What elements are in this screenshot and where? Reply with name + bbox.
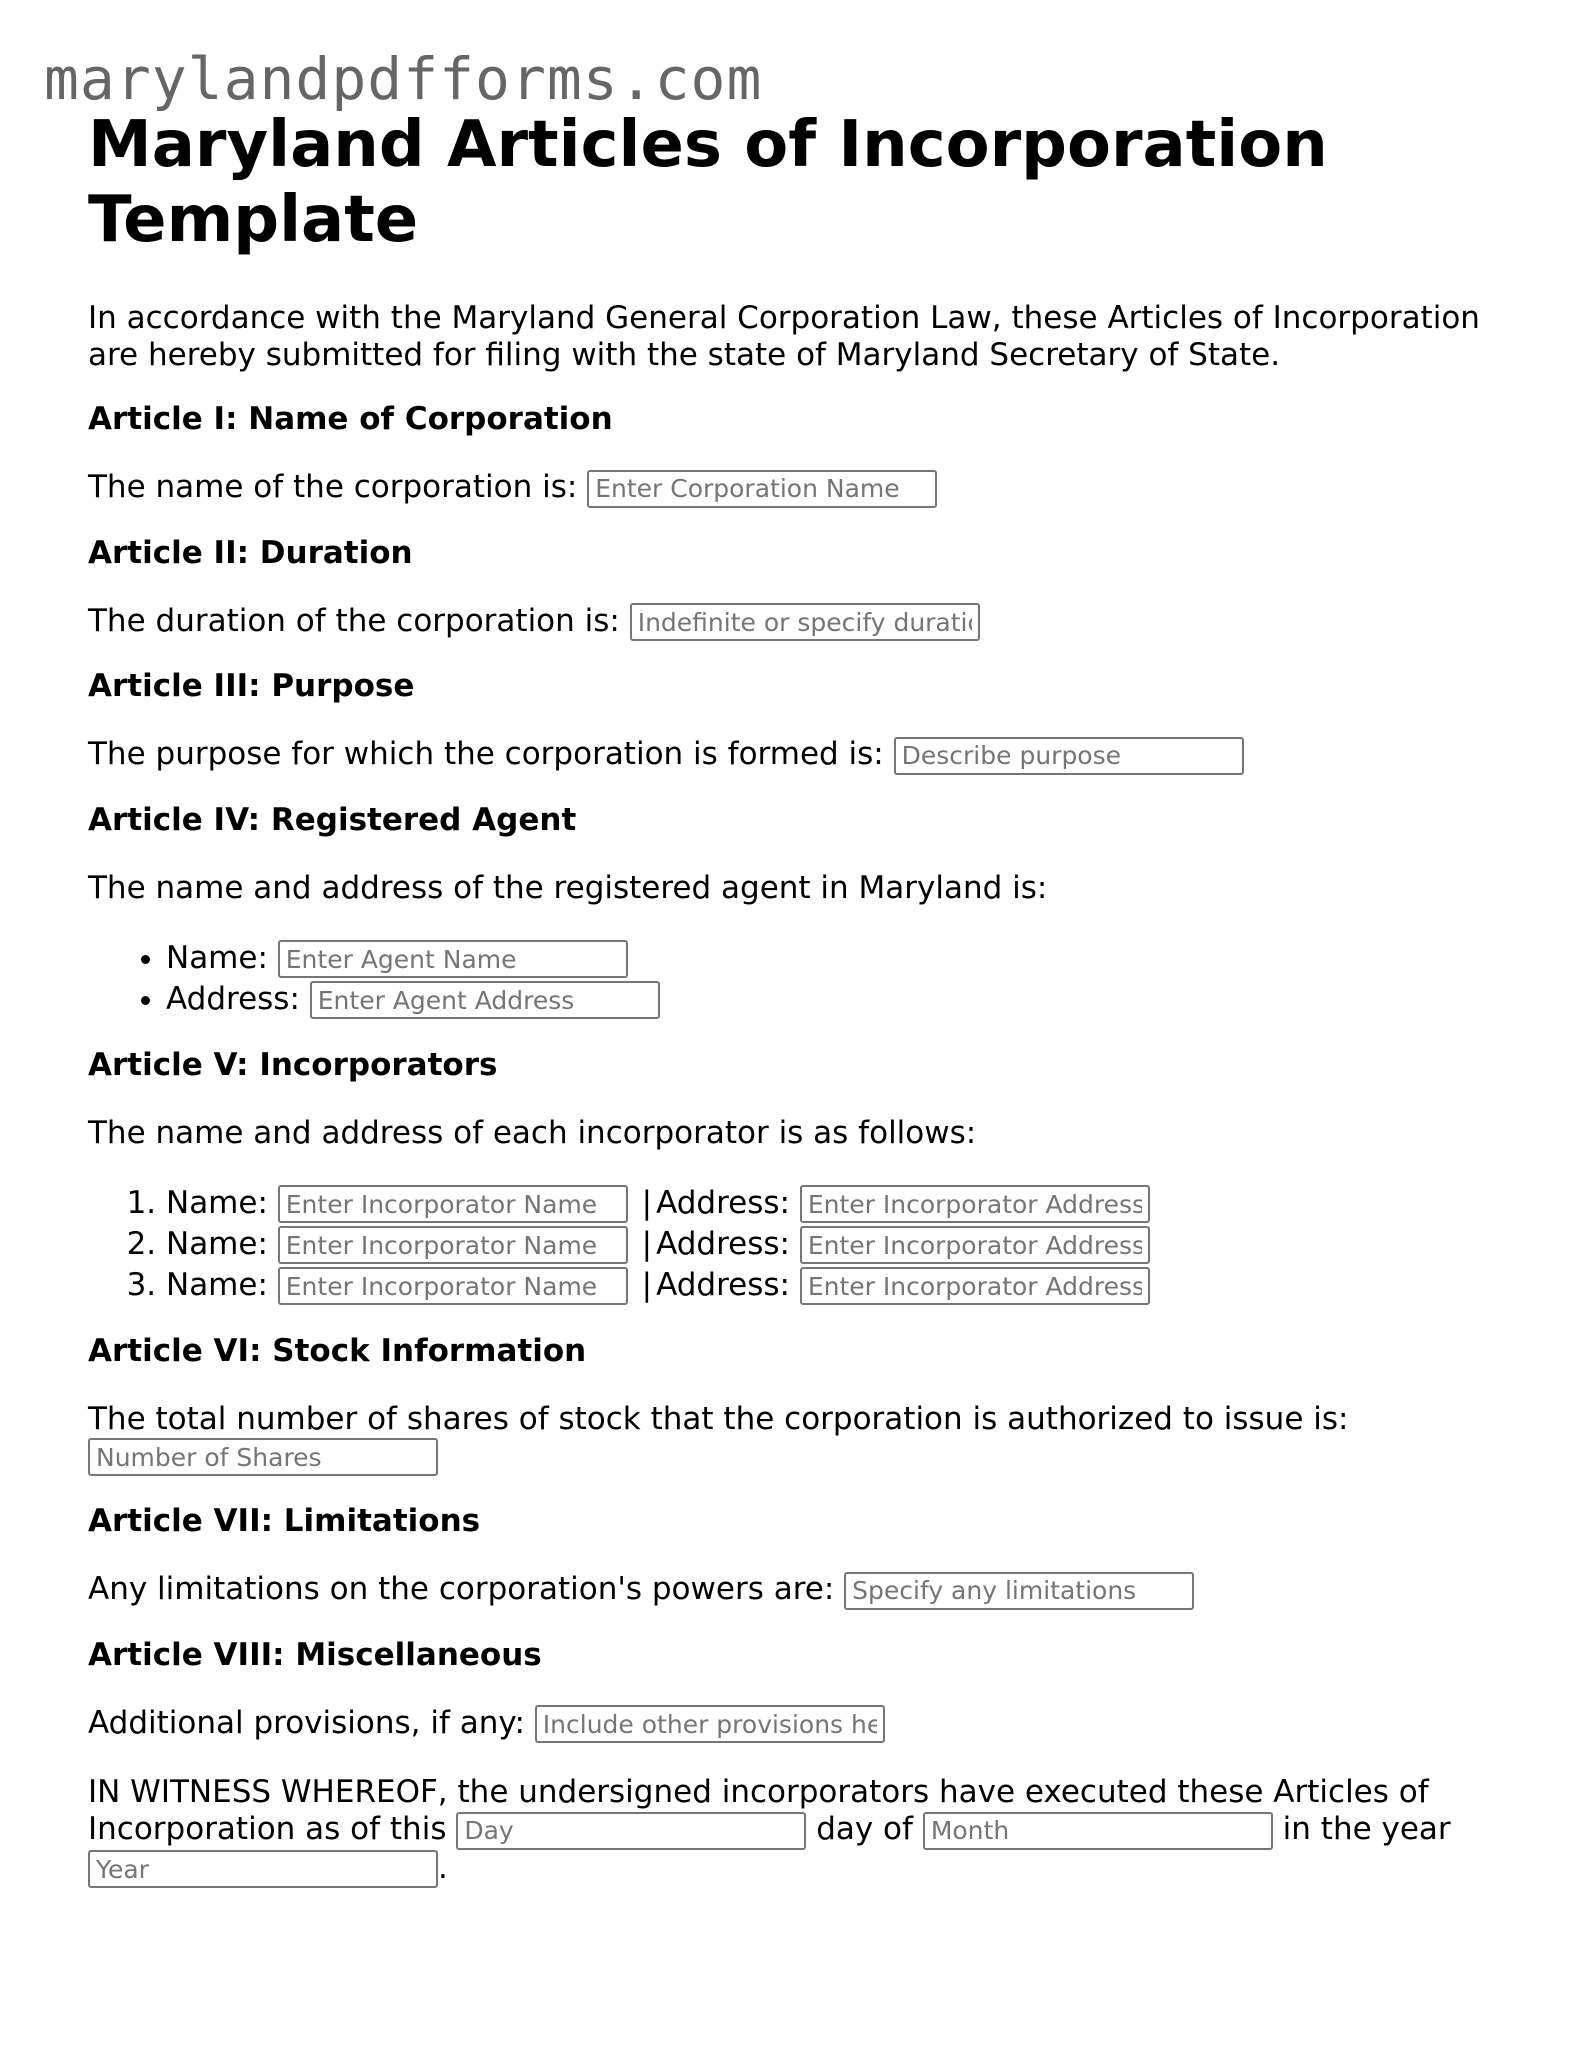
article-3-label: The purpose for which the corporation is formed is:	[88, 736, 884, 772]
shares-input[interactable]	[88, 1438, 438, 1476]
article-3-text	[88, 736, 1528, 775]
witness-text-in-year: in the year	[1282, 1811, 1451, 1847]
article-2-heading: Article II: Duration	[88, 534, 413, 571]
article-6-label: The total number of shares of stock that the corporation is authorized to issue is:	[88, 1400, 1349, 1437]
incorporator-address-label: Address:	[656, 1184, 790, 1221]
year-input[interactable]	[88, 1850, 438, 1888]
witness-text-day-of: day of	[816, 1811, 913, 1847]
agent-name-label: Name:	[166, 939, 268, 976]
witness-text-start: IN WITNESS WHEREOF, the undersigned incorporators have executed these Articles of Incorporation as of this	[88, 1774, 1429, 1847]
agent-name-input[interactable]	[278, 940, 628, 978]
incorporator-item-2	[166, 1224, 1528, 1265]
article-4-text: The name and address of the registered agent in Maryland is:	[88, 869, 1048, 906]
incorporator-3-name-input[interactable]	[278, 1267, 628, 1305]
month-input[interactable]	[923, 1812, 1273, 1850]
limitations-input[interactable]	[844, 1572, 1194, 1610]
article-6-text	[88, 1401, 1528, 1477]
provisions-input[interactable]	[535, 1705, 885, 1743]
article-7-heading: Article VII: Limitations	[88, 1503, 481, 1539]
article-7-label: Any limitations on the corporation's powers are:	[88, 1571, 835, 1607]
incorporator-1-address-input[interactable]	[800, 1185, 1150, 1223]
incorporator-address-label: Address:	[656, 1266, 790, 1303]
corporation-name-input[interactable]	[587, 470, 937, 508]
article-1-text	[88, 469, 1528, 508]
article-2-label: The duration of the corporation is:	[88, 602, 620, 639]
purpose-input[interactable]	[894, 737, 1244, 775]
incorporator-name-label: Name:	[166, 1225, 268, 1262]
article-3-heading: Article III: Purpose	[88, 668, 415, 704]
article-6-heading: Article VI: Stock Information	[88, 1332, 587, 1369]
incorporator-2-name-input[interactable]	[278, 1226, 628, 1264]
article-5-heading: Article V: Incorporators	[88, 1046, 498, 1083]
incorporator-list	[88, 1183, 1528, 1306]
article-1-label: The name of the corporation is:	[88, 469, 578, 505]
separator: |	[641, 1225, 653, 1262]
page-title: Maryland Articles of Incorporation Template	[88, 108, 1328, 257]
incorporator-item-1	[166, 1183, 1528, 1224]
article-7-text	[88, 1571, 1528, 1610]
article-8-label: Additional provisions, if any:	[88, 1704, 525, 1741]
agent-name-item	[166, 938, 1528, 979]
article-2-text	[88, 603, 1528, 642]
article-8-heading: Article VIII: Miscellaneous	[88, 1636, 542, 1673]
article-4-heading: Article IV: Registered Agent	[88, 801, 577, 838]
watermark: marylandpdfforms.com	[44, 45, 763, 113]
incorporator-address-label: Address:	[656, 1225, 790, 1262]
agent-address-item	[166, 979, 1528, 1020]
agent-list	[88, 938, 1528, 1020]
witness-paragraph	[88, 1774, 1528, 1888]
separator: |	[641, 1184, 653, 1221]
incorporator-2-address-input[interactable]	[800, 1226, 1150, 1264]
incorporator-name-label: Name:	[166, 1266, 268, 1303]
day-input[interactable]	[456, 1812, 806, 1850]
witness-text-end: .	[438, 1849, 448, 1886]
duration-input[interactable]	[630, 603, 980, 641]
incorporator-1-name-input[interactable]	[278, 1185, 628, 1223]
article-5-text: The name and address of each incorporator is as follows:	[88, 1114, 977, 1151]
intro-text: In accordance with the Maryland General Corporation Law, these Articles of Incorporation are hereby submitted for filing with the state of Maryland Secretary of State.	[88, 300, 1480, 373]
article-8-text	[88, 1705, 1528, 1744]
incorporator-item-3	[166, 1265, 1528, 1306]
agent-address-label: Address:	[166, 980, 300, 1017]
incorporator-name-label: Name:	[166, 1184, 268, 1221]
agent-address-input[interactable]	[310, 981, 660, 1019]
separator: |	[641, 1266, 653, 1303]
form-document	[88, 108, 1528, 1888]
article-1-heading: Article I: Name of Corporation	[88, 401, 613, 437]
incorporator-3-address-input[interactable]	[800, 1267, 1150, 1305]
